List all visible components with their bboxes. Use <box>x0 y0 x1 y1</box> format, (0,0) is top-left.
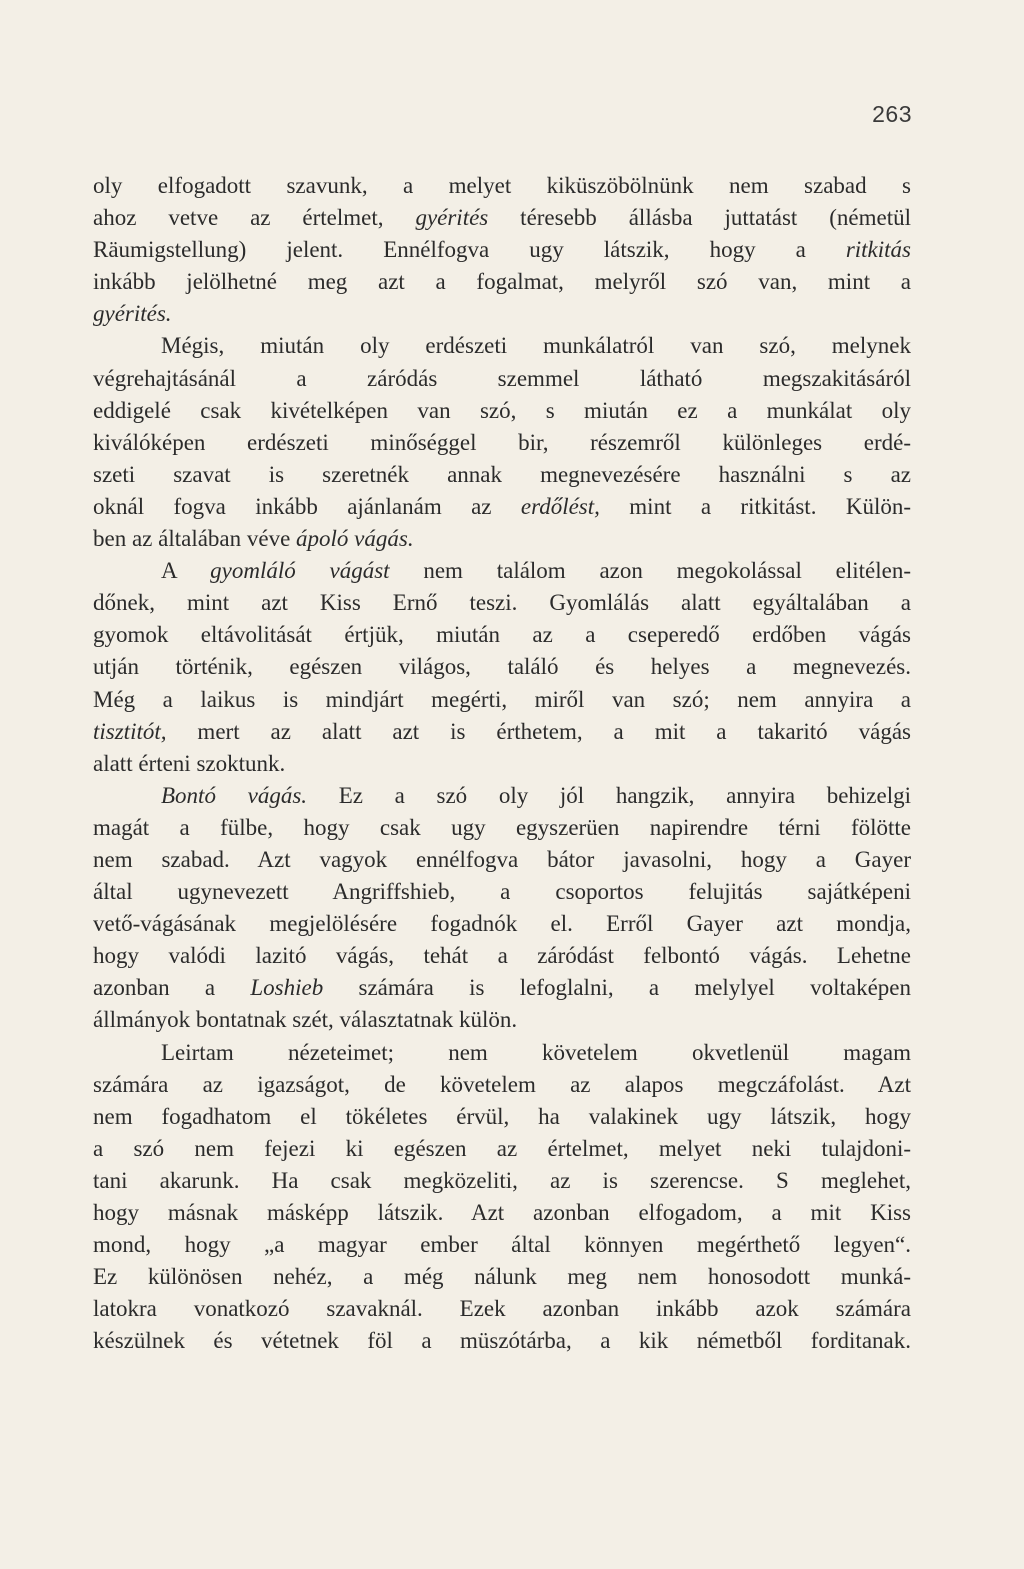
text-line: állmányok bontatnak szét, választatnak külön. <box>93 1007 518 1033</box>
text-line: Bontó vágás. Ez a szó oly jól hangzik, annyira behizelgi <box>161 782 911 808</box>
italic-term: ápoló vágás. <box>296 526 414 552</box>
italic-term: erdőlést, <box>520 493 600 519</box>
text-line: mond, hogy „a magyar ember által könnyen megérthető legyen“. <box>93 1232 911 1258</box>
body-text <box>93 170 911 1357</box>
text-line: ben az általában véve ápoló vágás. <box>93 526 414 552</box>
italic-term: tisztitót, <box>93 718 167 744</box>
italic-term: gyérités <box>415 205 489 231</box>
page-number: 263 <box>872 101 912 127</box>
text-line: által ugynevezett Angriffshieb, a csoportos felujitás sajátképeni <box>93 879 911 905</box>
text-line: ahoz vetve az értelmet, gyérités téresebb állásba juttatást (németül <box>93 205 911 231</box>
text-line: latokra vonatkozó szavaknál. Ezek azonban inkább azok számára <box>93 1296 911 1322</box>
text-line: Még a laikus is mindjárt megérti, miről van szó; nem annyira a <box>93 686 911 712</box>
text-line: Ez különösen nehéz, a még nálunk meg nem honosodott munká- <box>93 1264 911 1290</box>
text-line: szeti szavat is szeretnék annak megnevezésére használni s az <box>93 461 911 487</box>
italic-term: Bontó vágás. <box>161 782 308 808</box>
text-line: alatt érteni szoktunk. <box>93 750 286 776</box>
text-line: számára az igazságot, de követelem az alapos megczáfolást. Azt <box>93 1071 911 1097</box>
text-line: A gyomláló vágást nem találom azon megokolással elitélen- <box>161 558 911 584</box>
text-line: tisztitót, mert az alatt azt is érthetem, a mit a takaritó vágás <box>93 718 911 744</box>
text-line: oknál fogva inkább ajánlanám az erdőlést, mint a ritkitást. Külön- <box>93 493 911 519</box>
italic-term: ritkitás <box>845 237 911 263</box>
text-line: Räumigstellung) jelent. Ennélfogva ugy látszik, hogy a ritkitás <box>93 237 911 263</box>
text-line: eddigelé csak kivételképen van szó, s miután ez a munkálat oly <box>93 397 911 423</box>
text-line: oly elfogadott szavunk, a melyet kiküszöbölnünk nem szabad s <box>93 173 911 198</box>
text-line: nem szabad. Azt vagyok ennélfogva bátor javasolni, hogy a Gayer <box>93 846 911 872</box>
text-line: tani akarunk. Ha csak megközeliti, az is szerencse. S meglehet, <box>93 1167 911 1193</box>
italic-term: Loshieb <box>250 975 324 1001</box>
text-line: hogy valódi lazitó vágás, tehát a záródást felbontó vágás. Lehetne <box>93 943 911 969</box>
text-line: inkább jelölhetné meg azt a fogalmat, melyről szó van, mint a <box>93 269 911 295</box>
text-line: magát a fülbe, hogy csak ugy egyszerüen napirendre térni fölötte <box>93 814 911 840</box>
text-line: dőnek, mint azt Kiss Ernő teszi. Gyomlálás alatt egyáltalában a <box>93 590 911 616</box>
text-line: nem fogadhatom el tökéletes érvül, ha valakinek ugy látszik, hogy <box>93 1103 911 1129</box>
italic-term: gyérités. <box>93 301 172 327</box>
text-line: utján történik, egészen világos, találó és helyes a megnevezés. <box>93 654 911 680</box>
text-line: hogy másnak másképp látszik. Azt azonban elfogadom, a mit Kiss <box>93 1200 911 1225</box>
text-line: Mégis, miután oly erdészeti munkálatról van szó, melynek <box>161 333 911 359</box>
text-line: végrehajtásánál a záródás szemmel látható megszakitásáról <box>93 365 911 391</box>
text-line: készülnek és vétetnek föl a müszótárba, a kik németből forditanak. <box>93 1328 911 1354</box>
text-line: Leirtam nézeteimet; nem követelem okvetlenül magam <box>161 1039 911 1065</box>
text-line: a szó nem fejezi ki egészen az értelmet, melyet neki tulajdoni- <box>93 1135 911 1161</box>
text-line: kiválóképen erdészeti minőséggel bir, részemről különleges erdé- <box>93 429 911 455</box>
text-line: vető-vágásának megjelölésére fogadnók el. Erről Gayer azt mondja, <box>93 911 911 937</box>
italic-term: gyomláló vágást <box>210 558 390 584</box>
text-line: azonban a Loshieb számára is lefoglalni, a melylyel voltaképen <box>93 975 911 1001</box>
text-line: gyomok eltávolitását értjük, miután az a cseperedő erdőben vágás <box>93 622 911 648</box>
text-line <box>93 298 911 330</box>
